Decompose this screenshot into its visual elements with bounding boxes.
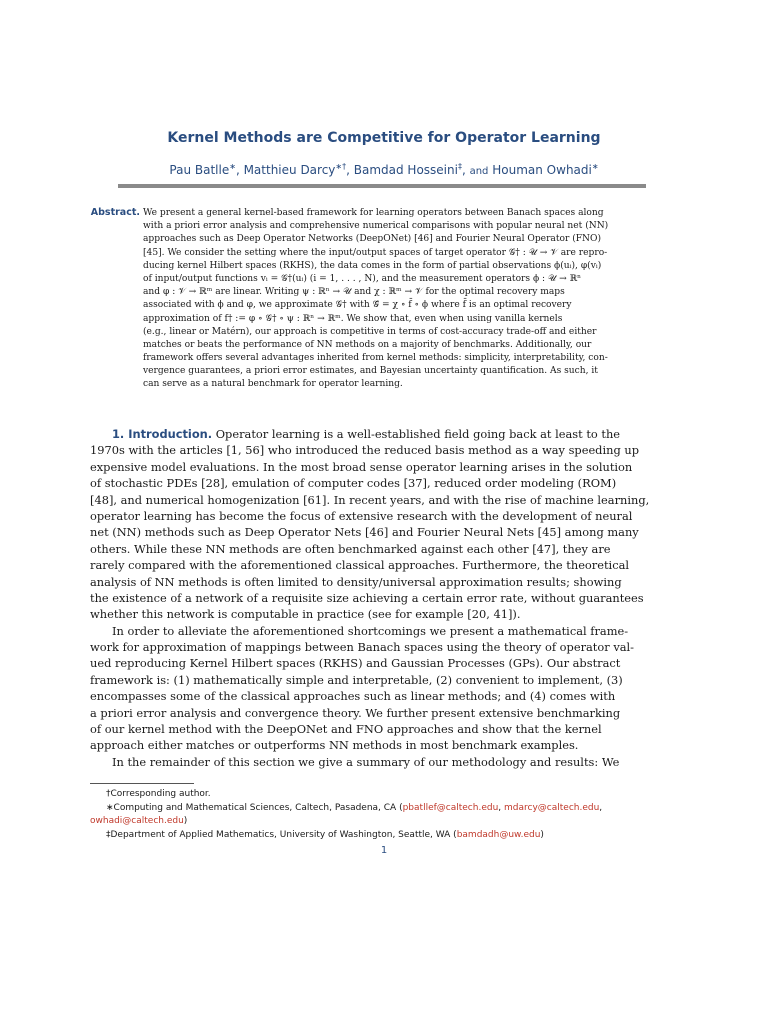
author-mark: ∗† — [335, 162, 347, 171]
abstract-line: can serve as a natural benchmark for operator learning. — [143, 379, 403, 390]
intro-line: [48], and numerical homogenization [61]. In recent years, and with the rise of machine learning, — [90, 492, 650, 507]
intro-line: expensive model evaluations. In the most broad sense operator learning arises in the solution — [90, 459, 633, 474]
abstract-label: Abstract. — [90, 207, 140, 218]
footnotes — [90, 788, 648, 842]
abstract-line: ducing kernel Hilbert spaces (RKHS), the data comes in the form of partial observations ϕ(uᵢ), φ(vᵢ) — [143, 260, 602, 271]
footnote-text: , — [498, 802, 505, 813]
abstract-line: of input/output functions vᵢ = 𝒢†(uᵢ) (i = 1, . . . , N), and the measurement operators ϕ : 𝒰 → ℝⁿ — [143, 273, 582, 284]
abstract-line: approaches such as Deep Operator Networks (DeepONet) [46] and Fourier Neural Operator (FNO) — [143, 234, 602, 245]
email-link[interactable]: owhadi@caltech.edu — [90, 816, 184, 827]
author-mark: ∗ — [229, 162, 236, 171]
intro-line: whether this network is computable in practice (see for example [20, 41]). — [90, 607, 521, 622]
author-mark: ∗ — [591, 162, 599, 171]
abstract-line: and φ : 𝒱 → ℝᵐ are linear. Writing ψ : ℝⁿ → 𝒰 and χ : ℝᵐ → 𝒱 for the optimal recovery maps — [143, 287, 565, 298]
title-rule — [118, 184, 646, 188]
intro-line: In order to alleviate the aforementioned shortcomings we present a mathematical frame- — [112, 623, 629, 638]
footnote-corresponding: †Corresponding author. — [106, 789, 211, 799]
abstract-line: (e.g., linear or Matérn), our approach is competitive in terms of cost-accuracy trade-off and either — [143, 326, 597, 337]
intro-line-text: Operator learning is a well-established field going back at least to the — [215, 427, 621, 441]
intro-line: rarely compared with the aforementioned classical approaches. Furthermore, the theoretical — [90, 558, 630, 573]
page-number: 1 — [380, 845, 388, 856]
intro-line — [90, 426, 646, 442]
intro-line: approach either matches or outperforms NN methods in most benchmark examples. — [90, 738, 579, 753]
footnote-rule — [90, 783, 194, 784]
footnote-text: ∗Computing and Mathematical Sciences, Caltech, Pasadena, CA ( — [106, 802, 403, 813]
intro-line: work for approximation of mappings between Banach spaces using the theory of operator val- — [90, 640, 635, 655]
footnote-text: ‡Department of Applied Mathematics, University of Washington, Seattle, WA ( — [106, 829, 457, 840]
email-link[interactable]: pbatllef@caltech.edu — [402, 802, 499, 813]
abstract-body — [143, 207, 648, 392]
footnote-text: ) — [540, 829, 544, 840]
abstract-line: vergence guarantees, a priori error estimates, and Bayesian uncertainty quantification. As such, it — [143, 366, 598, 377]
author-separator: , — [461, 163, 470, 177]
intro-line: analysis of NN methods is often limited to density/universal approximation results; showing — [90, 574, 622, 589]
intro-line: In the remainder of this section we give a summary of our methodology and results: We — [112, 754, 620, 769]
abstract-line: with a priori error analysis and comprehensive numerical comparisons with popular neural net (NN) — [143, 221, 609, 232]
footnote-affiliation-caltech — [90, 802, 648, 816]
abstract-line: matches or beats the performance of NN methods on a majority of benchmarks. Additionally, our — [143, 339, 592, 350]
section-heading: 1. Introduction. — [112, 427, 213, 441]
introduction-section — [90, 426, 650, 770]
abstract-line: framework offers several advantages inherited from kernel methods: simplicity, interpretability, con- — [143, 353, 608, 364]
author-name[interactable]: Bamdad Hosseini — [353, 163, 458, 177]
email-link[interactable]: mdarcy@caltech.edu — [504, 802, 600, 813]
intro-line: operator learning has become the focus of extensive research with the development of neural — [90, 508, 633, 523]
intro-line: of our kernel method with the DeepONet and FNO approaches and show that the kernel — [90, 722, 602, 737]
footnote-affiliation-caltech-cont — [90, 815, 648, 829]
author-separator: , — [346, 163, 354, 177]
author-and: and — [469, 166, 489, 177]
intro-line: of stochastic PDEs [28], emulation of computer codes [37], reduced order modeling (ROM) — [90, 476, 617, 491]
author-name[interactable]: Houman Owhadi — [492, 163, 592, 177]
intro-line: encompasses some of the classical approaches such as linear methods; and (4) comes with — [90, 689, 616, 704]
author-name[interactable]: Matthieu Darcy — [243, 163, 336, 177]
author-name[interactable]: Pau Batlle — [169, 163, 230, 177]
abstract-line: associated with ϕ and φ, we approximate 𝒢† with 𝒢̄ = χ ∘ f̄ ∘ ϕ where f̄ is an optimal recovery — [143, 300, 572, 311]
abstract-line: [45]. We consider the setting where the input/output spaces of target operator 𝒢† : 𝒰 → 𝒱 are repro- — [143, 247, 608, 258]
intro-line: net (NN) methods such as Deep Operator Nets [46] and Fourier Neural Nets [45] among many — [90, 525, 639, 540]
intro-line: others. While these NN methods are often benchmarked against each other [47], they are — [90, 541, 611, 556]
abstract-line: We present a general kernel-based framework for learning operators between Banach spaces along — [143, 208, 604, 218]
intro-line: a priori error analysis and convergence theory. We further present extensive benchmarking — [90, 705, 621, 720]
author-mark: ‡ — [457, 162, 462, 171]
footnote-text: ) — [183, 816, 188, 827]
author-separator: , — [235, 163, 244, 177]
abstract-line: approximation of f† := φ ∘ 𝒢† ∘ ψ : ℝⁿ → ℝᵐ. We show that, even when using vanilla kernels — [143, 313, 563, 324]
email-link[interactable]: bamdadh@uw.edu — [456, 829, 541, 840]
author-list — [0, 162, 768, 177]
intro-line: framework is: (1) mathematically simple and interpretable, (2) convenient to implement, (3) — [90, 672, 623, 687]
paper-title: Kernel Methods are Competitive for Operator Learning — [167, 130, 601, 146]
intro-line: 1970s with the articles [1, 56] who introduced the reduced basis method as a way speeding up — [90, 443, 639, 458]
intro-line: ued reproducing Kernel Hilbert spaces (RKHS) and Gaussian Processes (GPs). Our abstract — [90, 656, 621, 671]
footnote-text: , — [599, 802, 603, 813]
footnote-affiliation-uw — [90, 829, 648, 843]
intro-line: the existence of a network of a requisite size achieving a certain error rate, without guarantees — [90, 590, 644, 605]
